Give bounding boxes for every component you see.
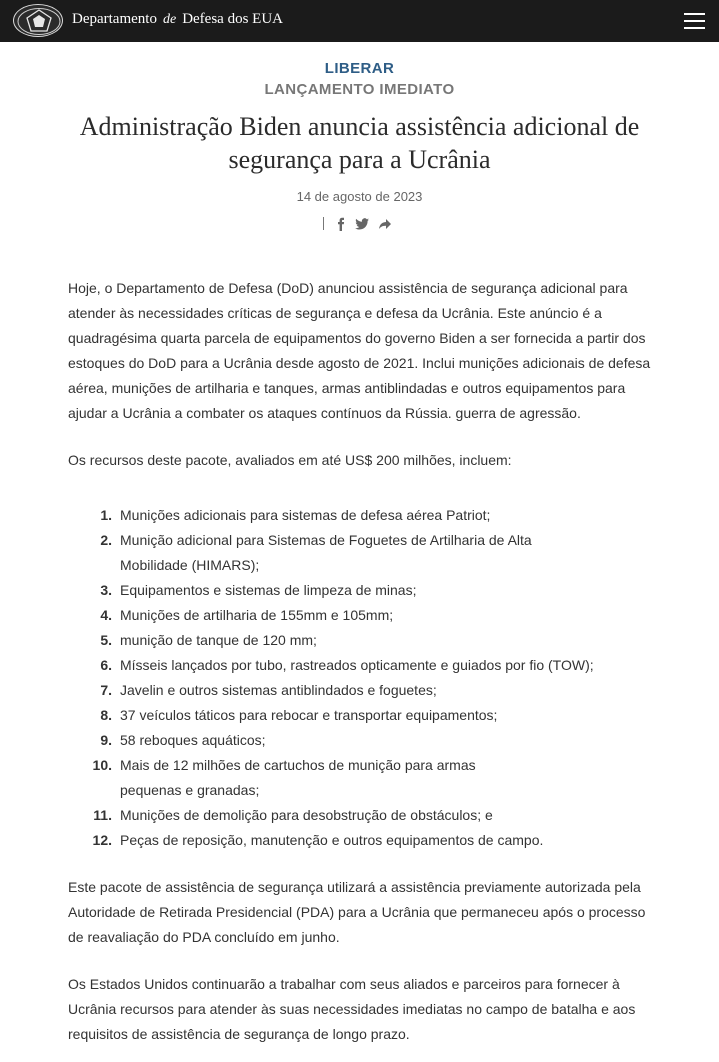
list-item-number: 3. <box>100 582 112 598</box>
list-item-text: Munições de artilharia de 155mm e 105mm; <box>120 607 394 623</box>
list-item-number: 2. <box>100 532 112 548</box>
list-item <box>68 803 610 828</box>
release-subtype-label: LANÇAMENTO IMEDIATO <box>264 81 455 98</box>
list-item-number: 6. <box>100 657 112 673</box>
list-item-text: Peças de reposição, manutenção e outros equipamentos de campo. <box>120 832 544 848</box>
list-item <box>68 628 540 653</box>
list-item-number: 9. <box>100 732 112 748</box>
release-type-label: LIBERAR <box>324 60 395 77</box>
twitter-icon[interactable] <box>354 216 370 232</box>
list-item <box>68 653 610 678</box>
brand-text-pre: Departamento <box>72 11 157 27</box>
list-item-number: 5. <box>100 632 112 648</box>
list-item <box>68 503 540 528</box>
article-body <box>68 276 658 1047</box>
list-item-number: 4. <box>100 607 112 623</box>
body-paragraph-package: Os recursos deste pacote, avaliados em até US$ 200 milhões, incluem: <box>68 452 512 468</box>
list-item-number: 10. <box>92 757 112 773</box>
body-paragraph-allies: Os Estados Unidos continuarão a trabalhar com seus aliados e parceiros para fornecer à Ucrânia recursos para atender às suas necessidades imediatas no campo de batalha e aos requisitos de assistência de segurança de longo prazo. <box>68 976 636 1042</box>
list-item-number: 7. <box>100 682 112 698</box>
brand-text-de: de <box>162 12 177 27</box>
capabilities-list <box>68 503 658 853</box>
list-item-text: 58 reboques aquáticos; <box>120 732 266 748</box>
list-item-text: Mísseis lançados por tubo, rastreados opticamente e guiados por fio (TOW); <box>120 657 594 673</box>
list-item-text: Equipamentos e sistemas de limpeza de minas; <box>120 582 417 598</box>
list-item-text: 37 veículos táticos para rebocar e transportar equipamentos; <box>120 707 498 723</box>
top-navigation-bar <box>0 0 719 42</box>
body-paragraph-pda: Este pacote de assistência de segurança utilizará a assistência previamente autorizada pela Autoridade de Retirada Presidencial (PDA) para a Ucrânia que permaneceu após o processo de reavaliação do PDA concluído em junho. <box>68 879 646 945</box>
list-item <box>68 703 610 728</box>
list-item-text: Mais de 12 milhões de cartuchos de munição para armas pequenas e granadas; <box>120 757 476 798</box>
list-item-number: 1. <box>100 507 112 523</box>
body-paragraph-intro: Hoje, o Departamento de Defesa (DoD) anunciou assistência de segurança adicional para atender às necessidades críticas de segurança e defesa da Ucrânia. Este anúncio é a quadragésima quarta parcela de equipamentos do governo Biden a ser fornecida a partir dos estoques do DoD para a Ucrânia desde agosto de 2021. Inclui munições adicionais de defesa aérea, munições de artilharia e tanques, armas antiblindadas e outros equipamentos para ajudar a Ucrânia a combater os ataques contínuos da Rússia. guerra de agressão. <box>68 280 651 421</box>
share-divider <box>323 217 324 230</box>
list-item-text: munição de tanque de 120 mm; <box>120 632 317 648</box>
list-item-text: Munição adicional para Sistemas de Foguetes de Artilharia de Alta Mobilidade (HIMARS); <box>120 532 532 573</box>
list-item-number: 11. <box>93 807 112 823</box>
brand-text-post: Defesa dos EUA <box>182 11 283 27</box>
list-item <box>68 603 540 628</box>
article-title: Administração Biden anuncia assistência adicional de segurança para a Ucrânia <box>79 112 640 174</box>
share-icon[interactable] <box>377 216 393 232</box>
list-item <box>68 678 540 703</box>
list-item <box>68 578 540 603</box>
hamburger-menu-icon[interactable] <box>684 12 705 30</box>
list-item <box>68 828 610 853</box>
list-item <box>68 728 540 753</box>
publish-date: 14 de agosto de 2023 <box>296 189 423 204</box>
list-item-number: 8. <box>100 707 112 723</box>
list-item <box>68 528 540 578</box>
list-item <box>68 753 540 803</box>
pentagon-seal-icon[interactable] <box>13 4 63 37</box>
list-item-text: Javelin e outros sistemas antiblindados e foguetes; <box>120 682 437 698</box>
facebook-icon[interactable] <box>333 216 349 232</box>
list-item-text: Munições de demolição para desobstrução de obstáculos; e <box>120 807 493 823</box>
list-item-number: 12. <box>92 832 112 848</box>
list-item-text: Munições adicionais para sistemas de defesa aérea Patriot; <box>120 507 491 523</box>
site-brand[interactable] <box>72 11 283 28</box>
